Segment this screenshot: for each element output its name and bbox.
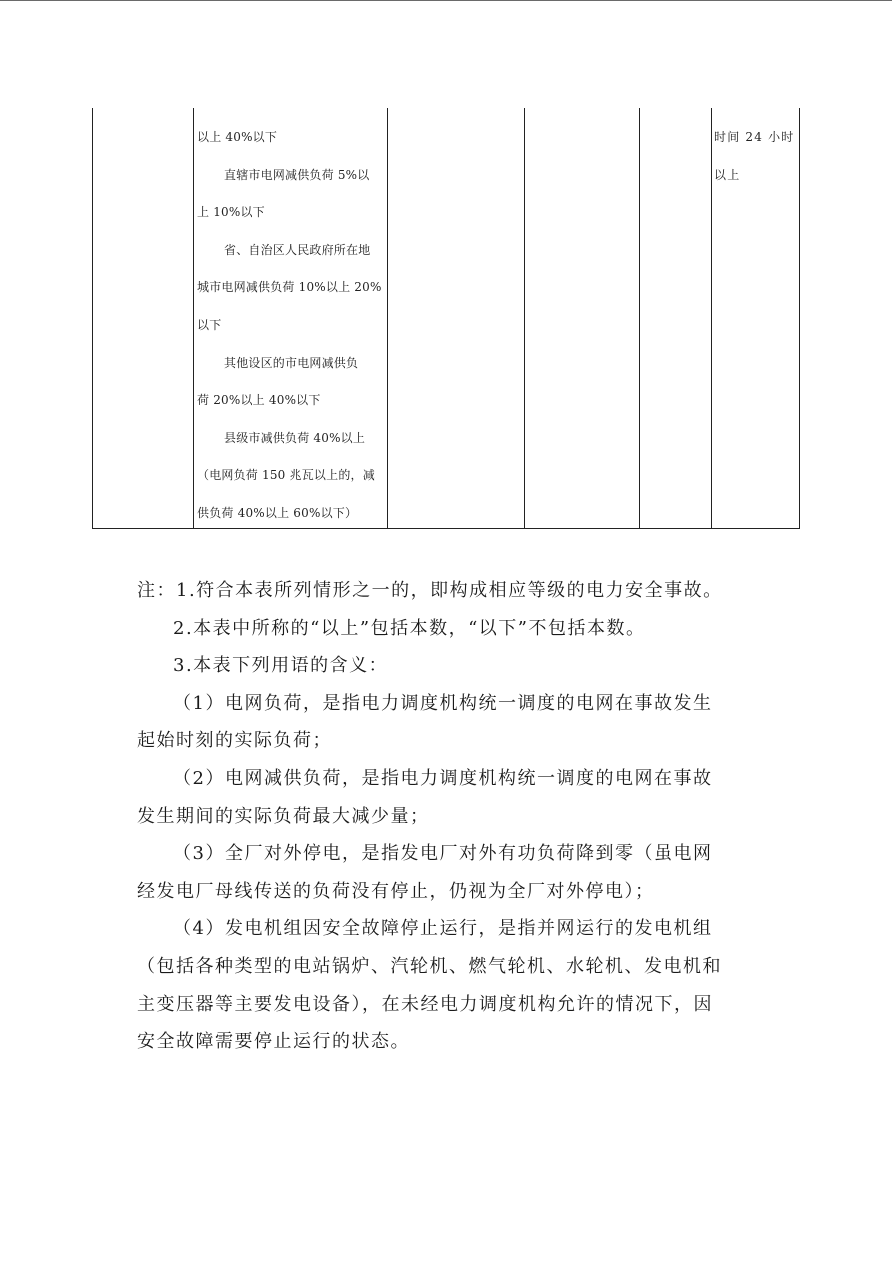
table-cell-line: 县级市减供负荷 40%以上 <box>224 430 366 445</box>
table-cell-duration <box>714 119 798 194</box>
page-top-border <box>0 0 892 1</box>
table-cell-line: 以下 <box>197 317 222 332</box>
table-cell-line: 城市电网减供负荷 10%以上 20% <box>197 280 382 295</box>
note-line: 发生期间的实际负荷最大减少量； <box>137 805 430 827</box>
table-cell-line: 以上 <box>714 167 741 182</box>
table-cell-line: 其他设区的市电网减供负 <box>224 355 359 370</box>
table-cell-line: 省、自治区人民政府所在地 <box>224 242 371 257</box>
note-line: 安全故障需要停止运行的状态。 <box>137 1031 410 1053</box>
table-cell-line: 时间 24 小时 <box>714 130 795 144</box>
table-cell-line: （电网负荷 150 兆瓦以上的，减 <box>197 468 375 483</box>
table-cell-line: 上 10%以下 <box>197 205 265 220</box>
note-line: （包括各种类型的电站锅炉、汽轮机、燃气轮机、水轮机、发电机和 <box>137 955 722 977</box>
note-line: 3.本表下列用语的含义： <box>173 655 389 677</box>
note-line: （2）电网减供负荷，是指电力调度机构统一调度的电网在事故 <box>173 767 713 789</box>
table-column-divider <box>387 108 388 529</box>
note-line: 2.本表中所称的“以上”包括本数，“以下”不包括本数。 <box>173 617 646 639</box>
table-border-right <box>799 108 800 529</box>
note-line: 起始时刻的实际负荷； <box>137 730 332 752</box>
table-column-divider <box>524 108 525 529</box>
table-cell-line: 以上 40%以下 <box>197 130 278 144</box>
note-line: （4）发电机组因安全故障停止运行，是指并网运行的发电机组 <box>173 918 713 940</box>
table-notes <box>137 572 777 1061</box>
table-column-divider <box>193 108 194 529</box>
table-border-left <box>92 108 93 529</box>
table-cell-load-reduction-criteria <box>197 119 387 533</box>
table-cell-line: 荷 20%以上 40%以下 <box>197 393 321 408</box>
note-line: 注：1.符合本表所列情形之一的，即构成相应等级的电力安全事故。 <box>137 580 723 601</box>
note-line: （1）电网负荷，是指电力调度机构统一调度的电网在事故发生 <box>173 692 713 714</box>
note-line: 主变压器等主要发电设备），在未经电力调度机构允许的情况下，因 <box>137 993 713 1015</box>
event-table <box>92 108 800 529</box>
table-column-divider <box>711 108 712 529</box>
table-cell-line: 直辖市电网减供负荷 5%以 <box>224 167 370 182</box>
note-line: 经发电厂母线传送的负荷没有停止，仍视为全厂对外停电）； <box>137 880 655 902</box>
table-cell-line: 供负荷 40%以上 60%以下） <box>197 505 358 520</box>
table-column-divider <box>639 108 640 529</box>
note-line: （3）全厂对外停电，是指发电厂对外有功负荷降到零（虽电网 <box>173 843 713 865</box>
